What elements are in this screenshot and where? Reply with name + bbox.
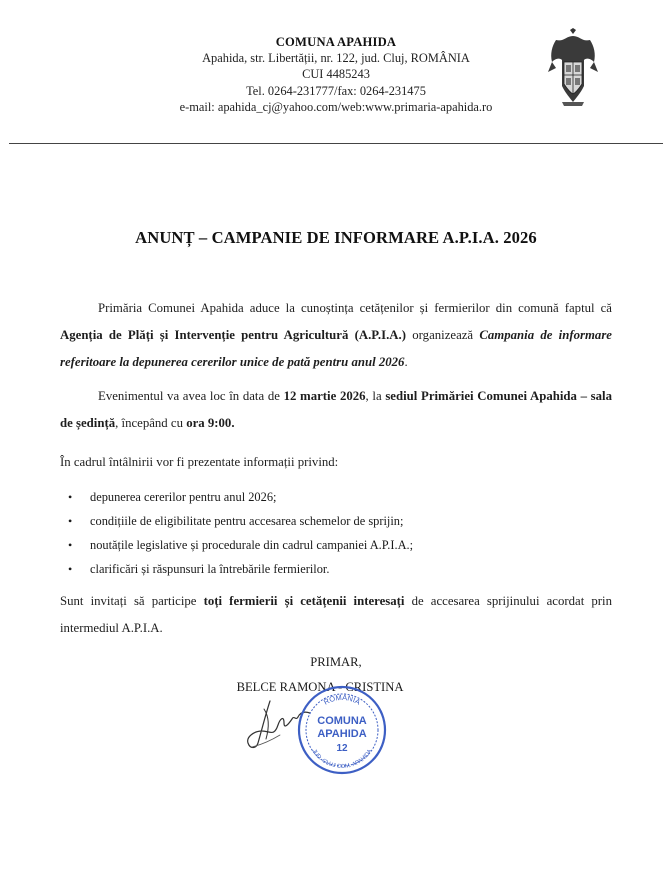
official-stamp <box>296 684 388 776</box>
p2-time: ora 9:00. <box>186 416 235 430</box>
p2-text-2: , la <box>365 389 386 403</box>
stamp-line-2: APAHIDA <box>317 728 367 740</box>
topics-intro: În cadrul întâlnirii vor fi prezentate informații privind: <box>60 455 339 469</box>
stamp-top-text: ROMÂNIA <box>322 692 362 707</box>
p1-agency: Agenția de Plăți și Intervenție pentru Agricultură (A.P.I.A.) <box>60 328 407 342</box>
stamp-number: 12 <box>336 743 348 754</box>
p2-text-3: , începând cu <box>115 416 187 430</box>
list-item: • noutățile legislative și procedurale din cadrul campaniei A.P.I.A.; <box>60 533 620 557</box>
org-address: Apahida, str. Libertății, nr. 122, jud. Cluj, ROMÂNIA <box>202 51 470 66</box>
bullet-icon: • <box>68 562 73 576</box>
p4-text-1: Sunt invitați să participe <box>60 594 204 608</box>
signatory-role: PRIMAR, <box>310 655 362 669</box>
header-divider <box>9 143 663 144</box>
list-item: • depunerea cererilor pentru anul 2026; <box>60 485 620 509</box>
p2-location: sediul Primăriei Comunei Apahida – sala de ședință <box>60 389 612 430</box>
org-cui: CUI 4485243 <box>302 67 370 82</box>
p4-text-2: de accesarea sprijinului acordat prin intermediul A.P.I.A. <box>60 594 612 635</box>
p1-text-2: organizează <box>406 328 480 342</box>
p2-text-1: Evenimentul va avea loc în data de <box>98 389 284 403</box>
bullet-icon: • <box>68 490 73 504</box>
topics-list <box>60 485 620 581</box>
bullet-icon: • <box>68 514 73 528</box>
list-item: • condițiile de eligibilitate pentru accesarea schemelor de sprijin; <box>60 509 620 533</box>
svg-text:ROMÂNIA <box>322 693 362 707</box>
page-title: ANUNȚ – CAMPANIE DE INFORMARE A.P.I.A. 2026 <box>135 228 537 247</box>
list-item: • clarificări și răspunsuri la întrebările fermierilor. <box>60 557 620 581</box>
p2-date: 12 martie 2026 <box>283 389 366 403</box>
intro-paragraph <box>60 295 612 376</box>
p1-text-1: Primăria Comunei Apahida aduce la cunoștința cetățenilor și fermierilor din comună faptul că <box>98 301 612 315</box>
coat-of-arms-icon <box>548 28 598 106</box>
org-email: e-mail: apahida_cj@yahoo.com/web:www.primaria-apahida.ro <box>179 99 493 114</box>
signatory-name: BELCE RAMONA - CRISTINA <box>236 680 404 694</box>
bullet-icon: • <box>68 538 73 552</box>
p1-campaign: Campania de informare referitoare la depunerea cererilor unice de pată pentru anul 2026 <box>60 328 612 369</box>
p4-audience: toți fermierii și cetățenii interesați <box>203 594 405 608</box>
stamp-bottom-text: JUD. CLUJ COM. APAHIDA <box>310 748 374 771</box>
stamp-line-1: COMUNA <box>317 715 367 727</box>
org-name: COMUNA APAHIDA <box>275 35 397 49</box>
event-paragraph <box>60 383 612 437</box>
org-phone: Tel. 0264-231777/fax: 0264-231475 <box>246 83 426 98</box>
p1-text-3: . <box>404 355 408 369</box>
invitation-paragraph <box>60 588 612 642</box>
